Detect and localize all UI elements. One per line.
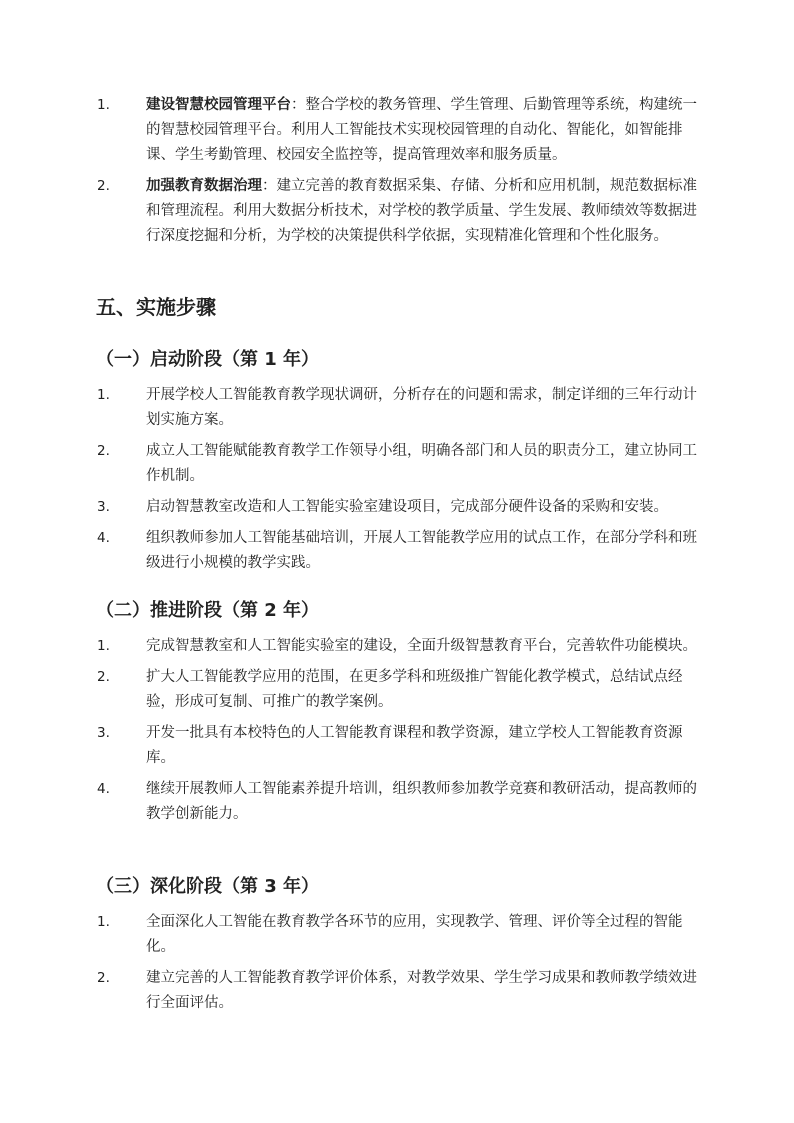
phase2-heading: （二）推进阶段（第 2 年） — [96, 600, 320, 621]
item-text: 建立完善的人工智能教育教学评价体系，对教学效果、学生学习成果和教师教学绩效进行全面评估。 — [146, 970, 697, 1011]
list-item — [0, 966, 794, 1016]
list-item — [0, 174, 794, 249]
list-number: 2. — [97, 970, 110, 986]
phase1-list — [0, 383, 794, 582]
list-number: 2. — [97, 178, 110, 194]
list-item — [0, 777, 794, 827]
list-item — [0, 910, 794, 960]
list-number: 3. — [97, 499, 110, 515]
item-text: 组织教师参加人工智能基础培训，开展人工智能教学应用的试点工作，在部分学科和班级进行小规模的教学实践。 — [146, 530, 697, 571]
list-number: 1. — [97, 638, 110, 654]
phase2-list — [0, 634, 794, 833]
list-item — [0, 439, 794, 489]
item-text: 全面深化人工智能在教育教学各环节的应用，实现教学、管理、评价等全过程的智能化。 — [146, 914, 683, 955]
list-item — [0, 495, 794, 520]
platform-list — [0, 93, 794, 255]
item-text: 扩大人工智能教学应用的范围，在更多学科和班级推广智能化教学模式，总结试点经验，形成可复制、可推广的教学案例。 — [146, 669, 683, 710]
item-heading: 建设智慧校园管理平台 — [146, 97, 291, 113]
list-number: 1. — [97, 914, 110, 930]
item-heading: 加强教育数据治理 — [146, 178, 262, 194]
list-item — [0, 721, 794, 771]
phase3-list — [0, 910, 794, 1022]
item-text: 开展学校人工智能教育教学现状调研，分析存在的问题和需求，制定详细的三年行动计划实施方案。 — [146, 387, 697, 428]
phase1-heading: （一）启动阶段（第 1 年） — [96, 349, 320, 370]
list-item — [0, 634, 794, 659]
phase3-heading: （三）深化阶段（第 3 年） — [96, 876, 320, 897]
item-text: ：整合学校的教务管理、学生管理、后勤管理等系统，构建统一的智慧校园管理平台。利用人工智能技术实现校园管理的自动化、智能化，如智能排课、学生考勤管理、校园安全监控等，提高管理效率和服务质量。 — [146, 97, 697, 163]
section-heading: 五、实施步骤 — [96, 295, 216, 319]
list-number: 1. — [97, 387, 110, 403]
list-number: 4. — [97, 781, 110, 797]
list-item — [0, 383, 794, 433]
list-item — [0, 93, 794, 168]
item-text: 继续开展教师人工智能素养提升培训，组织教师参加教学竞赛和教研活动，提高教师的教学创新能力。 — [146, 781, 697, 822]
item-text: 成立人工智能赋能教育教学工作领导小组，明确各部门和人员的职责分工，建立协同工作机制。 — [146, 443, 697, 484]
list-number: 1. — [97, 97, 110, 113]
list-number: 2. — [97, 443, 110, 459]
item-text: 完成智慧教室和人工智能实验室的建设，全面升级智慧教育平台，完善软件功能模块。 — [146, 638, 697, 654]
list-number: 4. — [97, 530, 110, 546]
item-text: ：建立完善的教育数据采集、存储、分析和应用机制，规范数据标准和管理流程。利用大数据分析技术，对学校的教学质量、学生发展、教师绩效等数据进行深度挖掘和分析，为学校的决策提供科学依据，实现精准化管理和个性化服务。 — [146, 178, 697, 244]
item-text: 开发一批具有本校特色的人工智能教育课程和教学资源，建立学校人工智能教育资源库。 — [146, 725, 683, 766]
list-item — [0, 665, 794, 715]
list-item — [0, 526, 794, 576]
list-number: 3. — [97, 725, 110, 741]
list-number: 2. — [97, 669, 110, 685]
item-text: 启动智慧教室改造和人工智能实验室建设项目，完成部分硬件设备的采购和安装。 — [146, 499, 668, 515]
